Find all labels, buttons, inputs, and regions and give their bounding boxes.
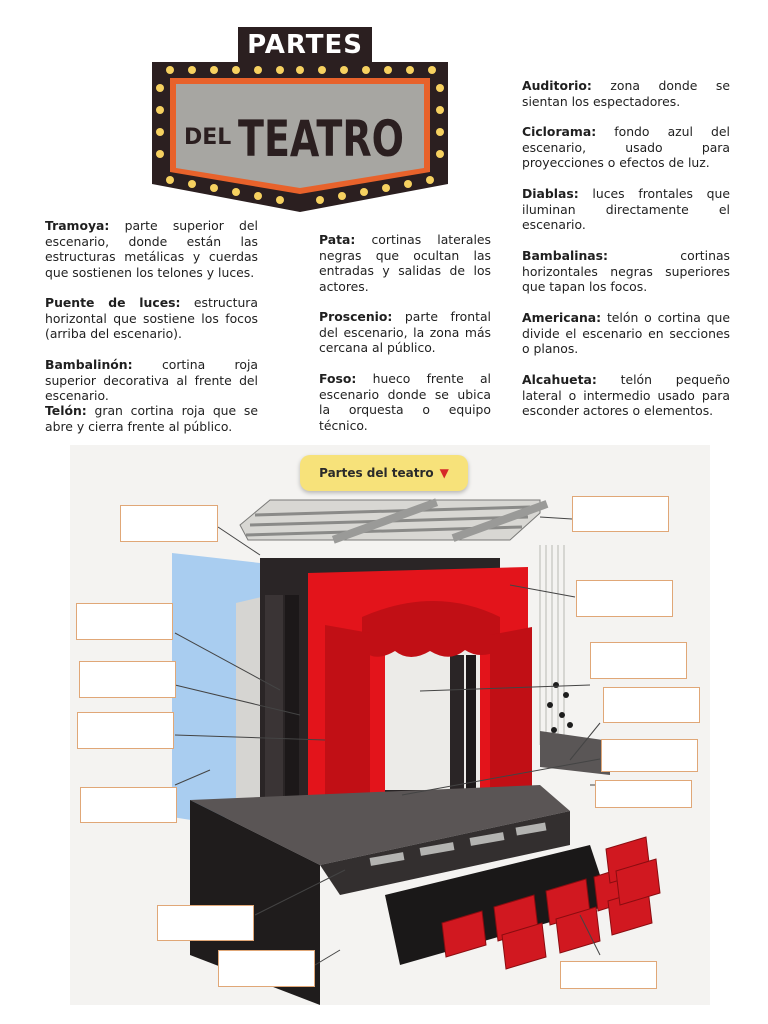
label-box-11[interactable] bbox=[80, 787, 177, 823]
label-box-5[interactable] bbox=[590, 642, 687, 679]
label-box-6[interactable] bbox=[79, 661, 176, 698]
diagram-title-pill bbox=[300, 455, 468, 491]
definition-telon: Telón: gran cortina roja que se abre y cierra frente al público. bbox=[45, 403, 258, 434]
label-box-1[interactable] bbox=[120, 505, 218, 542]
definition-pata: Pata: cortinas laterales negras que ocultan las entradas y salidas de los actores. bbox=[319, 232, 491, 294]
label-box-13[interactable] bbox=[218, 950, 315, 987]
label-box-7[interactable] bbox=[603, 687, 700, 723]
marquee-sign bbox=[150, 58, 450, 214]
tramoya-grid bbox=[240, 498, 548, 543]
label-box-12[interactable] bbox=[157, 905, 254, 941]
bambalinon bbox=[362, 601, 500, 657]
label-box-2[interactable] bbox=[572, 496, 669, 532]
definition-proscenio: Proscenio: parte frontal del escenario, la zona más cercana al público. bbox=[319, 309, 491, 356]
label-box-10[interactable] bbox=[595, 780, 692, 808]
definition-auditorio: Auditorio: zona donde se sientan los espectadores. bbox=[522, 78, 730, 109]
label-box-4[interactable] bbox=[76, 603, 173, 640]
marquee-del-text: DEL bbox=[184, 125, 232, 150]
label-box-8[interactable] bbox=[77, 712, 174, 749]
definition-americana: Americana: telón o cortina que divide el escenario en secciones o planos. bbox=[522, 310, 730, 357]
marquee-teatro-text: TEATRO bbox=[238, 110, 404, 168]
definition-alcahueta: Alcahueta: telón pequeño lateral o intermedio usado para esconder actores o elementos. bbox=[522, 372, 730, 419]
diagram-title: Partes del teatro bbox=[319, 466, 434, 480]
definition-foso: Foso: hueco frente al escenario donde se ubica la orquesta o equipo técnico. bbox=[319, 371, 491, 433]
title-top-word: PARTES bbox=[247, 30, 363, 60]
definition-bambalinas: Bambalinas: cortinas horizontales negras superiores que tapan los focos. bbox=[522, 248, 730, 295]
label-box-9[interactable] bbox=[601, 739, 698, 772]
definition-ciclorama: Ciclorama: fondo azul del escenario, usado para proyecciones o efectos de luz. bbox=[522, 124, 730, 171]
definition-diablas: Diablas: luces frontales que iluminan directamente el escenario. bbox=[522, 186, 730, 233]
label-box-3[interactable] bbox=[576, 580, 673, 617]
caret-down-icon: ▼ bbox=[439, 466, 449, 480]
label-box-14[interactable] bbox=[560, 961, 657, 989]
definition-bambalinon: Bambalinón: cortina roja superior decorativa al frente del escenario. bbox=[45, 357, 258, 404]
definition-tramoya: Tramoya: parte superior del escenario, donde están las estructuras metálicas y cuerdas que sostienen los telones y luces. bbox=[45, 218, 258, 280]
marquee-graphic bbox=[150, 58, 450, 214]
definition-puente-de-luces: Puente de luces: estructura horizontal que sostiene los focos (arriba del escenario). bbox=[45, 295, 258, 342]
